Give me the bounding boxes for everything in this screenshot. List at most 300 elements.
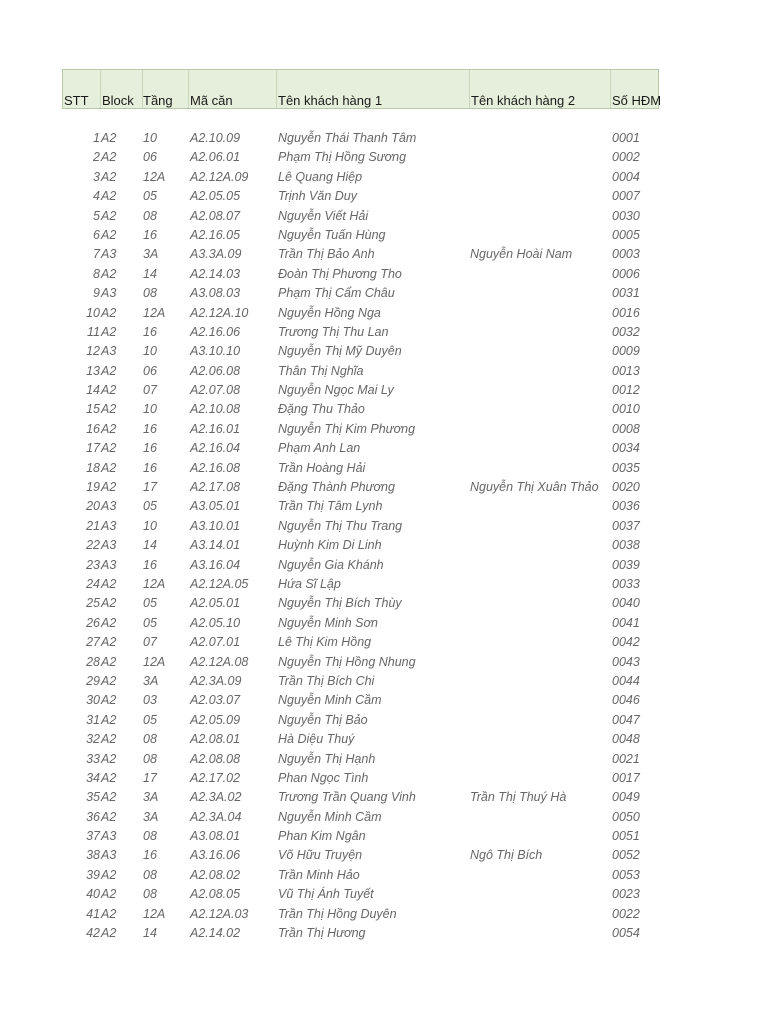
cell-ten-khach-hang-1: Trịnh Văn Duy	[278, 189, 357, 204]
cell-block: A2	[101, 421, 117, 436]
cell-tang: 05	[143, 189, 157, 204]
header-divider	[610, 70, 611, 108]
header-ma-can: Mã căn	[190, 93, 233, 108]
cell-stt: 15	[86, 402, 100, 417]
cell-ten-khach-hang-1: Huỳnh Kim Di Linh	[278, 538, 382, 553]
cell-ten-khach-hang-2: Trần Thị Thuý Hà	[470, 790, 567, 805]
cell-stt: 27	[86, 635, 100, 650]
table-row	[0, 323, 768, 342]
cell-ma-can: A2.12A.08	[190, 654, 249, 669]
cell-stt: 20	[86, 499, 100, 514]
cell-stt: 21	[86, 518, 100, 533]
header-divider	[469, 70, 470, 108]
cell-ma-can: A2.14.02	[190, 926, 241, 941]
table-row	[0, 342, 768, 361]
cell-stt: 3	[93, 169, 100, 184]
cell-block: A2	[101, 751, 117, 766]
cell-block: A2	[101, 324, 117, 339]
table-row	[0, 284, 768, 303]
cell-ten-khach-hang-1: Đặng Thu Thảo	[278, 402, 365, 417]
header-ten-khach-hang-2: Tên khách hàng 2	[471, 93, 576, 108]
cell-ten-khach-hang-1: Lê Quang Hiệp	[278, 169, 363, 184]
cell-tang: 05	[143, 596, 157, 611]
cell-so-hdm: 0032	[612, 324, 640, 339]
cell-stt: 30	[86, 693, 100, 708]
cell-ten-khach-hang-1: Phan Ngọc Tình	[278, 770, 369, 785]
cell-block: A2	[101, 305, 117, 320]
cell-ten-khach-hang-1: Nguyễn Hồng Nga	[278, 305, 381, 320]
cell-block: A2	[101, 809, 117, 824]
header-ten-khach-hang-1: Tên khách hàng 1	[278, 93, 383, 108]
cell-block: A2	[101, 790, 117, 805]
cell-ten-khach-hang-1: Nguyễn Gia Khánh	[278, 557, 384, 572]
cell-ma-can: A2.08.02	[190, 867, 241, 882]
cell-block: A2	[101, 363, 117, 378]
cell-ten-khach-hang-1: Trần Thị Hồng Duyên	[278, 906, 397, 921]
cell-block: A2	[101, 887, 117, 902]
cell-ma-can: A2.03.07	[190, 693, 241, 708]
table-row	[0, 245, 768, 264]
cell-ten-khach-hang-1: Thân Thị Nghĩa	[278, 363, 364, 378]
cell-block: A3	[101, 499, 117, 514]
cell-stt: 14	[86, 383, 100, 398]
cell-ma-can: A2.12A.03	[190, 906, 249, 921]
cell-block: A3	[101, 557, 117, 572]
cell-ma-can: A2.12A.09	[190, 169, 249, 184]
cell-ten-khach-hang-1: Nguyễn Thị Bích Thùy	[278, 596, 402, 611]
header-divider	[276, 70, 277, 108]
cell-stt: 12	[86, 344, 100, 359]
cell-stt: 41	[86, 906, 100, 921]
cell-block: A3	[101, 848, 117, 863]
header-tang: Tầng	[143, 93, 173, 108]
cell-tang: 08	[143, 286, 157, 301]
table-row	[0, 866, 768, 885]
table-row	[0, 827, 768, 846]
cell-tang: 12A	[143, 169, 166, 184]
cell-stt: 24	[86, 576, 100, 591]
cell-block: A2	[101, 402, 117, 417]
cell-block: A2	[101, 596, 117, 611]
cell-block: A3	[101, 518, 117, 533]
cell-so-hdm: 0038	[612, 538, 640, 553]
cell-block: A2	[101, 867, 117, 882]
cell-tang: 03	[143, 693, 157, 708]
cell-tang: 12A	[143, 576, 166, 591]
cell-block: A2	[101, 635, 117, 650]
cell-block: A2	[101, 712, 117, 727]
cell-block: A2	[101, 441, 117, 456]
cell-stt: 29	[86, 673, 100, 688]
cell-ma-can: A3.16.04	[190, 557, 241, 572]
cell-block: A2	[101, 266, 117, 281]
cell-stt: 1	[93, 131, 100, 145]
cell-stt: 18	[86, 460, 100, 475]
cell-so-hdm: 0007	[612, 189, 640, 204]
table-row	[0, 691, 768, 710]
cell-stt: 6	[93, 227, 100, 242]
cell-block: A2	[101, 131, 117, 145]
cell-ma-can: A2.07.08	[190, 383, 241, 398]
cell-ma-can: A2.14.03	[190, 266, 241, 281]
cell-ma-can: A2.16.08	[190, 460, 241, 475]
cell-block: A2	[101, 732, 117, 747]
cell-ten-khach-hang-1: Lê Thị Kim Hồng	[278, 635, 372, 650]
cell-ten-khach-hang-1: Phạm Thị Cẩm Châu	[278, 286, 395, 301]
cell-ten-khach-hang-2: Ngô Thị Bích	[470, 848, 543, 863]
cell-so-hdm: 0048	[612, 732, 640, 747]
cell-block: A2	[101, 480, 117, 495]
cell-so-hdm: 0039	[612, 557, 640, 572]
cell-tang: 07	[143, 635, 157, 650]
cell-ma-can: A2.08.01	[190, 732, 241, 747]
table-row	[0, 556, 768, 575]
cell-ma-can: A2.08.08	[190, 751, 241, 766]
cell-stt: 25	[86, 596, 100, 611]
cell-block: A2	[101, 673, 117, 688]
table-row	[0, 168, 768, 187]
cell-ten-khach-hang-2: Nguyễn Thị Xuân Thảo	[470, 480, 599, 495]
table-row	[0, 614, 768, 633]
cell-stt: 39	[86, 867, 100, 882]
cell-ma-can: A2.16.05	[190, 227, 241, 242]
cell-stt: 28	[86, 654, 100, 669]
table-row	[0, 750, 768, 769]
cell-block: A2	[101, 576, 117, 591]
cell-stt: 8	[93, 266, 100, 281]
cell-ma-can: A3.08.03	[190, 286, 241, 301]
cell-so-hdm: 0043	[612, 654, 640, 669]
cell-block: A2	[101, 383, 117, 398]
table-row	[0, 575, 768, 594]
cell-ten-khach-hang-1: Nguyễn Viết Hải	[278, 208, 369, 223]
cell-block: A2	[101, 615, 117, 630]
table-row	[0, 439, 768, 458]
cell-ten-khach-hang-1: Trần Thị Tâm Lynh	[278, 499, 383, 514]
cell-ma-can: A2.3A.02	[190, 790, 242, 805]
cell-so-hdm: 0003	[612, 247, 640, 262]
cell-block: A3	[101, 247, 117, 262]
cell-stt: 10	[86, 305, 100, 320]
cell-tang: 17	[143, 480, 157, 495]
cell-ma-can: A2.06.08	[190, 363, 241, 378]
cell-so-hdm: 0021	[612, 751, 640, 766]
cell-ma-can: A2.05.01	[190, 596, 241, 611]
cell-so-hdm: 0008	[612, 421, 640, 436]
cell-block: A2	[101, 150, 117, 165]
cell-block: A2	[101, 693, 117, 708]
cell-stt: 2	[93, 150, 100, 165]
cell-tang: 3A	[143, 790, 159, 805]
table-row	[0, 129, 768, 148]
table-row	[0, 187, 768, 206]
cell-so-hdm: 0033	[612, 576, 640, 591]
cell-stt: 26	[86, 615, 100, 630]
cell-ten-khach-hang-1: Hứa Sĩ Lập	[278, 576, 341, 591]
cell-ma-can: A3.14.01	[190, 538, 241, 553]
cell-so-hdm: 0006	[612, 266, 640, 281]
cell-tang: 08	[143, 732, 157, 747]
cell-so-hdm: 0050	[612, 809, 640, 824]
cell-tang: 10	[143, 131, 157, 145]
cell-ten-khach-hang-1: Nguyễn Thị Hồng Nhung	[278, 654, 416, 669]
cell-ma-can: A2.10.08	[190, 402, 241, 417]
cell-ten-khach-hang-1: Nguyễn Thị Thu Trang	[278, 518, 403, 533]
header-stt: STT	[64, 93, 89, 108]
cell-so-hdm: 0013	[612, 363, 640, 378]
cell-ma-can: A2.06.01	[190, 150, 241, 165]
cell-so-hdm: 0030	[612, 208, 640, 223]
cell-ten-khach-hang-1: Trương Thị Thu Lan	[278, 324, 389, 339]
cell-stt: 42	[86, 926, 100, 941]
cell-so-hdm: 0031	[612, 286, 640, 301]
cell-tang: 08	[143, 887, 157, 902]
table-row	[0, 517, 768, 536]
cell-so-hdm: 0051	[612, 829, 640, 844]
cell-tang: 06	[143, 150, 157, 165]
cell-stt: 13	[86, 363, 100, 378]
cell-so-hdm: 0049	[612, 790, 640, 805]
cell-block: A2	[101, 926, 117, 941]
cell-stt: 22	[86, 538, 100, 553]
cell-ten-khach-hang-1: Đoàn Thị Phương Tho	[278, 266, 402, 281]
cell-stt: 40	[86, 887, 100, 902]
cell-tang: 16	[143, 848, 157, 863]
cell-tang: 14	[143, 926, 157, 941]
cell-ten-khach-hang-1: Trương Trần Quang Vinh	[278, 790, 416, 805]
cell-ma-can: A2.08.05	[190, 887, 241, 902]
cell-tang: 05	[143, 712, 157, 727]
table-row	[0, 769, 768, 788]
cell-ma-can: A2.3A.09	[190, 673, 242, 688]
table-row	[0, 788, 768, 807]
cell-stt: 23	[86, 557, 100, 572]
cell-tang: 08	[143, 751, 157, 766]
cell-block: A3	[101, 538, 117, 553]
cell-so-hdm: 0036	[612, 499, 640, 514]
cell-block: A2	[101, 189, 117, 204]
cell-tang: 06	[143, 363, 157, 378]
cell-block: A2	[101, 169, 117, 184]
cell-tang: 10	[143, 344, 157, 359]
cell-ten-khach-hang-1: Phạm Anh Lan	[278, 441, 361, 456]
cell-ma-can: A2.16.06	[190, 324, 241, 339]
cell-block: A2	[101, 770, 117, 785]
cell-stt: 32	[86, 732, 100, 747]
cell-stt: 4	[93, 189, 100, 204]
cell-ten-khach-hang-1: Phan Kim Ngân	[278, 829, 366, 844]
cell-tang: 3A	[143, 247, 159, 262]
table-row	[0, 148, 768, 167]
cell-so-hdm: 0005	[612, 227, 640, 242]
table-body	[0, 129, 768, 943]
table-row	[0, 808, 768, 827]
cell-so-hdm: 0042	[612, 635, 640, 650]
cell-ten-khach-hang-2: Nguyễn Hoài Nam	[470, 247, 573, 262]
cell-ten-khach-hang-1: Nguyễn Thái Thanh Tâm	[278, 131, 417, 145]
cell-ma-can: A2.16.04	[190, 441, 241, 456]
cell-stt: 19	[86, 480, 100, 495]
cell-ten-khach-hang-1: Trần Thị Bảo Anh	[278, 247, 375, 262]
cell-so-hdm: 0054	[612, 926, 640, 941]
table-row	[0, 924, 768, 943]
cell-tang: 16	[143, 557, 157, 572]
cell-so-hdm: 0035	[612, 460, 640, 475]
header-so-hdm: Số HĐM	[612, 93, 662, 108]
cell-so-hdm: 0034	[612, 441, 640, 456]
cell-stt: 9	[93, 286, 100, 301]
cell-ma-can: A2.12A.10	[190, 305, 249, 320]
table-row	[0, 905, 768, 924]
cell-block: A2	[101, 208, 117, 223]
cell-ma-can: A2.3A.04	[190, 809, 242, 824]
cell-tang: 08	[143, 208, 157, 223]
cell-tang: 05	[143, 499, 157, 514]
cell-tang: 14	[143, 538, 157, 553]
cell-ten-khach-hang-1: Nguyễn Ngọc Mai Ly	[278, 383, 394, 398]
table-row	[0, 497, 768, 516]
table-row	[0, 730, 768, 749]
cell-block: A2	[101, 460, 117, 475]
cell-ten-khach-hang-1: Phạm Thị Hồng Sương	[278, 150, 407, 165]
cell-block: A2	[101, 227, 117, 242]
cell-ten-khach-hang-1: Trần Thị Hương	[278, 926, 366, 941]
cell-ma-can: A3.10.10	[190, 344, 241, 359]
table-row	[0, 653, 768, 672]
cell-tang: 10	[143, 402, 157, 417]
cell-stt: 31	[86, 712, 100, 727]
cell-so-hdm: 0047	[612, 712, 640, 727]
cell-tang: 3A	[143, 673, 159, 688]
table-header	[62, 69, 662, 109]
cell-ten-khach-hang-1: Nguyễn Thị Hạnh	[278, 751, 376, 766]
cell-ma-can: A2.05.10	[190, 615, 241, 630]
table-row	[0, 420, 768, 439]
cell-ten-khach-hang-1: Nguyễn Thị Mỹ Duyên	[278, 344, 402, 359]
cell-ma-can: A3.3A.09	[190, 247, 242, 262]
cell-tang: 16	[143, 227, 157, 242]
cell-ma-can: A2.16.01	[190, 421, 241, 436]
cell-tang: 12A	[143, 305, 166, 320]
cell-so-hdm: 0009	[612, 344, 640, 359]
cell-tang: 17	[143, 770, 157, 785]
table-row	[0, 265, 768, 284]
cell-so-hdm: 0002	[612, 150, 640, 165]
cell-ten-khach-hang-1: Nguyễn Thị Bảo	[278, 712, 368, 727]
cell-ma-can: A2.12A.05	[190, 576, 249, 591]
table-row	[0, 633, 768, 652]
cell-ma-can: A2.08.07	[190, 208, 241, 223]
cell-tang: 07	[143, 383, 157, 398]
cell-ma-can: A2.10.09	[190, 131, 241, 145]
cell-tang: 05	[143, 615, 157, 630]
table-row	[0, 536, 768, 555]
cell-ten-khach-hang-1: Vũ Thị Ánh Tuyết	[278, 887, 374, 902]
table-row	[0, 846, 768, 865]
header-block: Block	[102, 93, 134, 108]
cell-ten-khach-hang-1: Trần Hoàng Hải	[278, 460, 366, 475]
table-row	[0, 304, 768, 323]
cell-tang: 3A	[143, 809, 159, 824]
cell-ten-khach-hang-1: Nguyễn Tuấn Hùng	[278, 227, 386, 242]
cell-stt: 35	[86, 790, 100, 805]
cell-tang: 16	[143, 441, 157, 456]
table-row	[0, 711, 768, 730]
cell-ma-can: A3.05.01	[190, 499, 241, 514]
cell-ma-can: A3.16.06	[190, 848, 241, 863]
cell-stt: 11	[87, 324, 100, 339]
cell-ma-can: A2.17.08	[190, 480, 241, 495]
header-divider	[100, 70, 101, 108]
cell-so-hdm: 0041	[612, 615, 640, 630]
cell-stt: 34	[86, 770, 100, 785]
cell-so-hdm: 0020	[612, 480, 640, 495]
table-row	[0, 478, 768, 497]
cell-ten-khach-hang-1: Trần Thị Bích Chi	[278, 673, 375, 688]
cell-so-hdm: 0016	[612, 305, 640, 320]
table-row	[0, 594, 768, 613]
cell-stt: 16	[86, 421, 100, 436]
cell-so-hdm: 0012	[612, 383, 640, 398]
cell-tang: 16	[143, 324, 157, 339]
cell-ten-khach-hang-1: Hà Diệu Thuý	[278, 732, 355, 747]
cell-ten-khach-hang-1: Nguyễn Thị Kim Phương	[278, 421, 416, 436]
header-divider	[188, 70, 189, 108]
table-row	[0, 381, 768, 400]
cell-ten-khach-hang-1: Đặng Thành Phương	[278, 480, 395, 495]
cell-so-hdm: 0004	[612, 169, 640, 184]
table-row	[0, 207, 768, 226]
cell-stt: 36	[86, 809, 100, 824]
cell-stt: 38	[86, 848, 100, 863]
cell-tang: 16	[143, 421, 157, 436]
cell-so-hdm: 0001	[612, 131, 640, 145]
cell-so-hdm: 0044	[612, 673, 640, 688]
table-row	[0, 672, 768, 691]
cell-ten-khach-hang-1: Trần Minh Hảo	[278, 867, 360, 882]
cell-stt: 17	[86, 441, 100, 456]
cell-block: A3	[101, 344, 117, 359]
cell-ten-khach-hang-1: Võ Hữu Truyện	[278, 848, 363, 863]
cell-ma-can: A3.08.01	[190, 829, 241, 844]
cell-block: A2	[101, 906, 117, 921]
cell-so-hdm: 0040	[612, 596, 640, 611]
cell-block: A3	[101, 829, 117, 844]
cell-tang: 14	[143, 266, 157, 281]
cell-tang: 12A	[143, 906, 166, 921]
table-row	[0, 226, 768, 245]
cell-block: A3	[101, 286, 117, 301]
cell-stt: 5	[93, 208, 100, 223]
cell-so-hdm: 0010	[612, 402, 640, 417]
cell-so-hdm: 0023	[612, 887, 640, 902]
cell-tang: 16	[143, 460, 157, 475]
cell-tang: 10	[143, 518, 157, 533]
cell-ma-can: A3.10.01	[190, 518, 241, 533]
table-row	[0, 400, 768, 419]
cell-ten-khach-hang-1: Nguyễn Minh Sơn	[278, 615, 378, 630]
cell-ten-khach-hang-1: Nguyễn Minh Cầm	[278, 809, 382, 824]
cell-tang: 08	[143, 867, 157, 882]
cell-so-hdm: 0017	[612, 770, 640, 785]
table-row	[0, 885, 768, 904]
cell-stt: 33	[86, 751, 100, 766]
cell-so-hdm: 0052	[612, 848, 640, 863]
cell-stt: 7	[93, 247, 100, 262]
cell-stt: 37	[86, 829, 100, 844]
cell-ma-can: A2.05.09	[190, 712, 241, 727]
cell-so-hdm: 0037	[612, 518, 640, 533]
